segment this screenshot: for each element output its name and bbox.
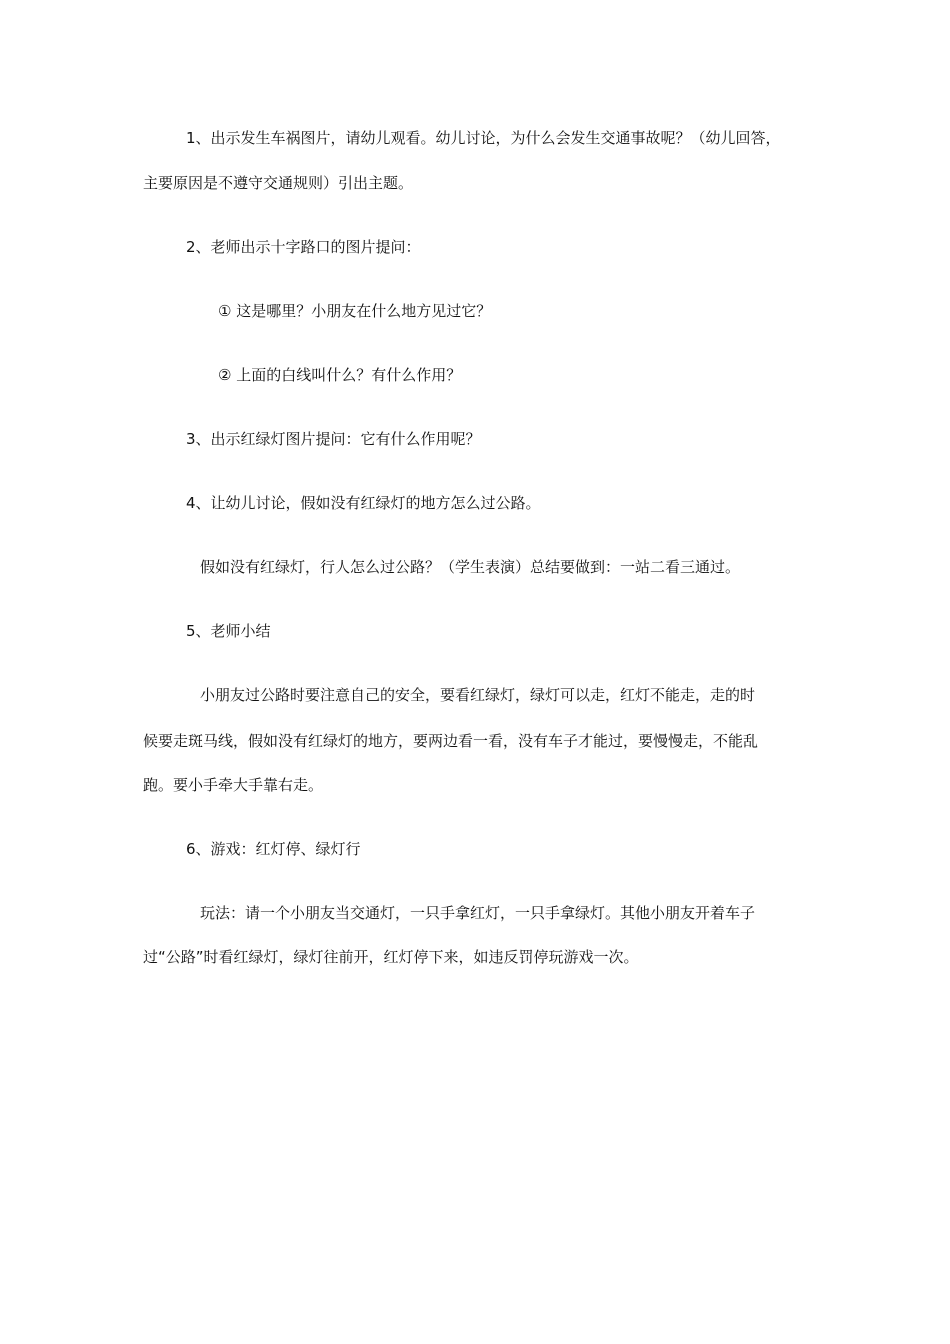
game-rules-line-1: 玩法：请一个小朋友当交通灯，一只手拿红灯，一只手拿绿灯。其他小朋友开着车子	[200, 904, 756, 922]
step-1-line-1: 1、出示发生车祸图片，请幼儿观看。幼儿讨论，为什么会发生交通事故呢？（幼儿回答，	[186, 129, 781, 147]
step-5-line: 5、老师小结	[186, 622, 271, 640]
step-4-line: 4、让幼儿讨论，假如没有红绿灯的地方怎么过公路。	[186, 494, 541, 512]
step-6-line: 6、游戏：红灯停、绿灯行	[186, 840, 361, 858]
question-2-line: ② 上面的白线叫什么？有什么作用？	[218, 366, 462, 384]
question-1-line: ① 这是哪里？小朋友在什么地方见过它？	[218, 302, 492, 320]
summary-line-1: 小朋友过公路时要注意自己的安全，要看红绿灯，绿灯可以走，红灯不能走，走的时	[200, 686, 756, 704]
step-3-line: 3、出示红绿灯图片提问：它有什么作用呢？	[186, 430, 481, 448]
summary-line-2: 候要走斑马线，假如没有红绿灯的地方，要两边看一看，没有车子才能过，要慢慢走，不能乱	[143, 732, 759, 750]
game-rules-line-2: 过“公路”时看红绿灯，绿灯往前开，红灯停下来，如违反罚停玩游戏一次。	[143, 948, 639, 966]
step-2-line: 2、老师出示十字路口的图片提问：	[186, 238, 421, 256]
step-1-line-2: 主要原因是不遵守交通规则）引出主题。	[143, 174, 414, 192]
summary-line-3: 跑。要小手牵大手靠右走。	[143, 776, 324, 794]
step-4-note-line: 假如没有红绿灯，行人怎么过公路？（学生表演）总结要做到：一站二看三通过。	[200, 558, 741, 576]
